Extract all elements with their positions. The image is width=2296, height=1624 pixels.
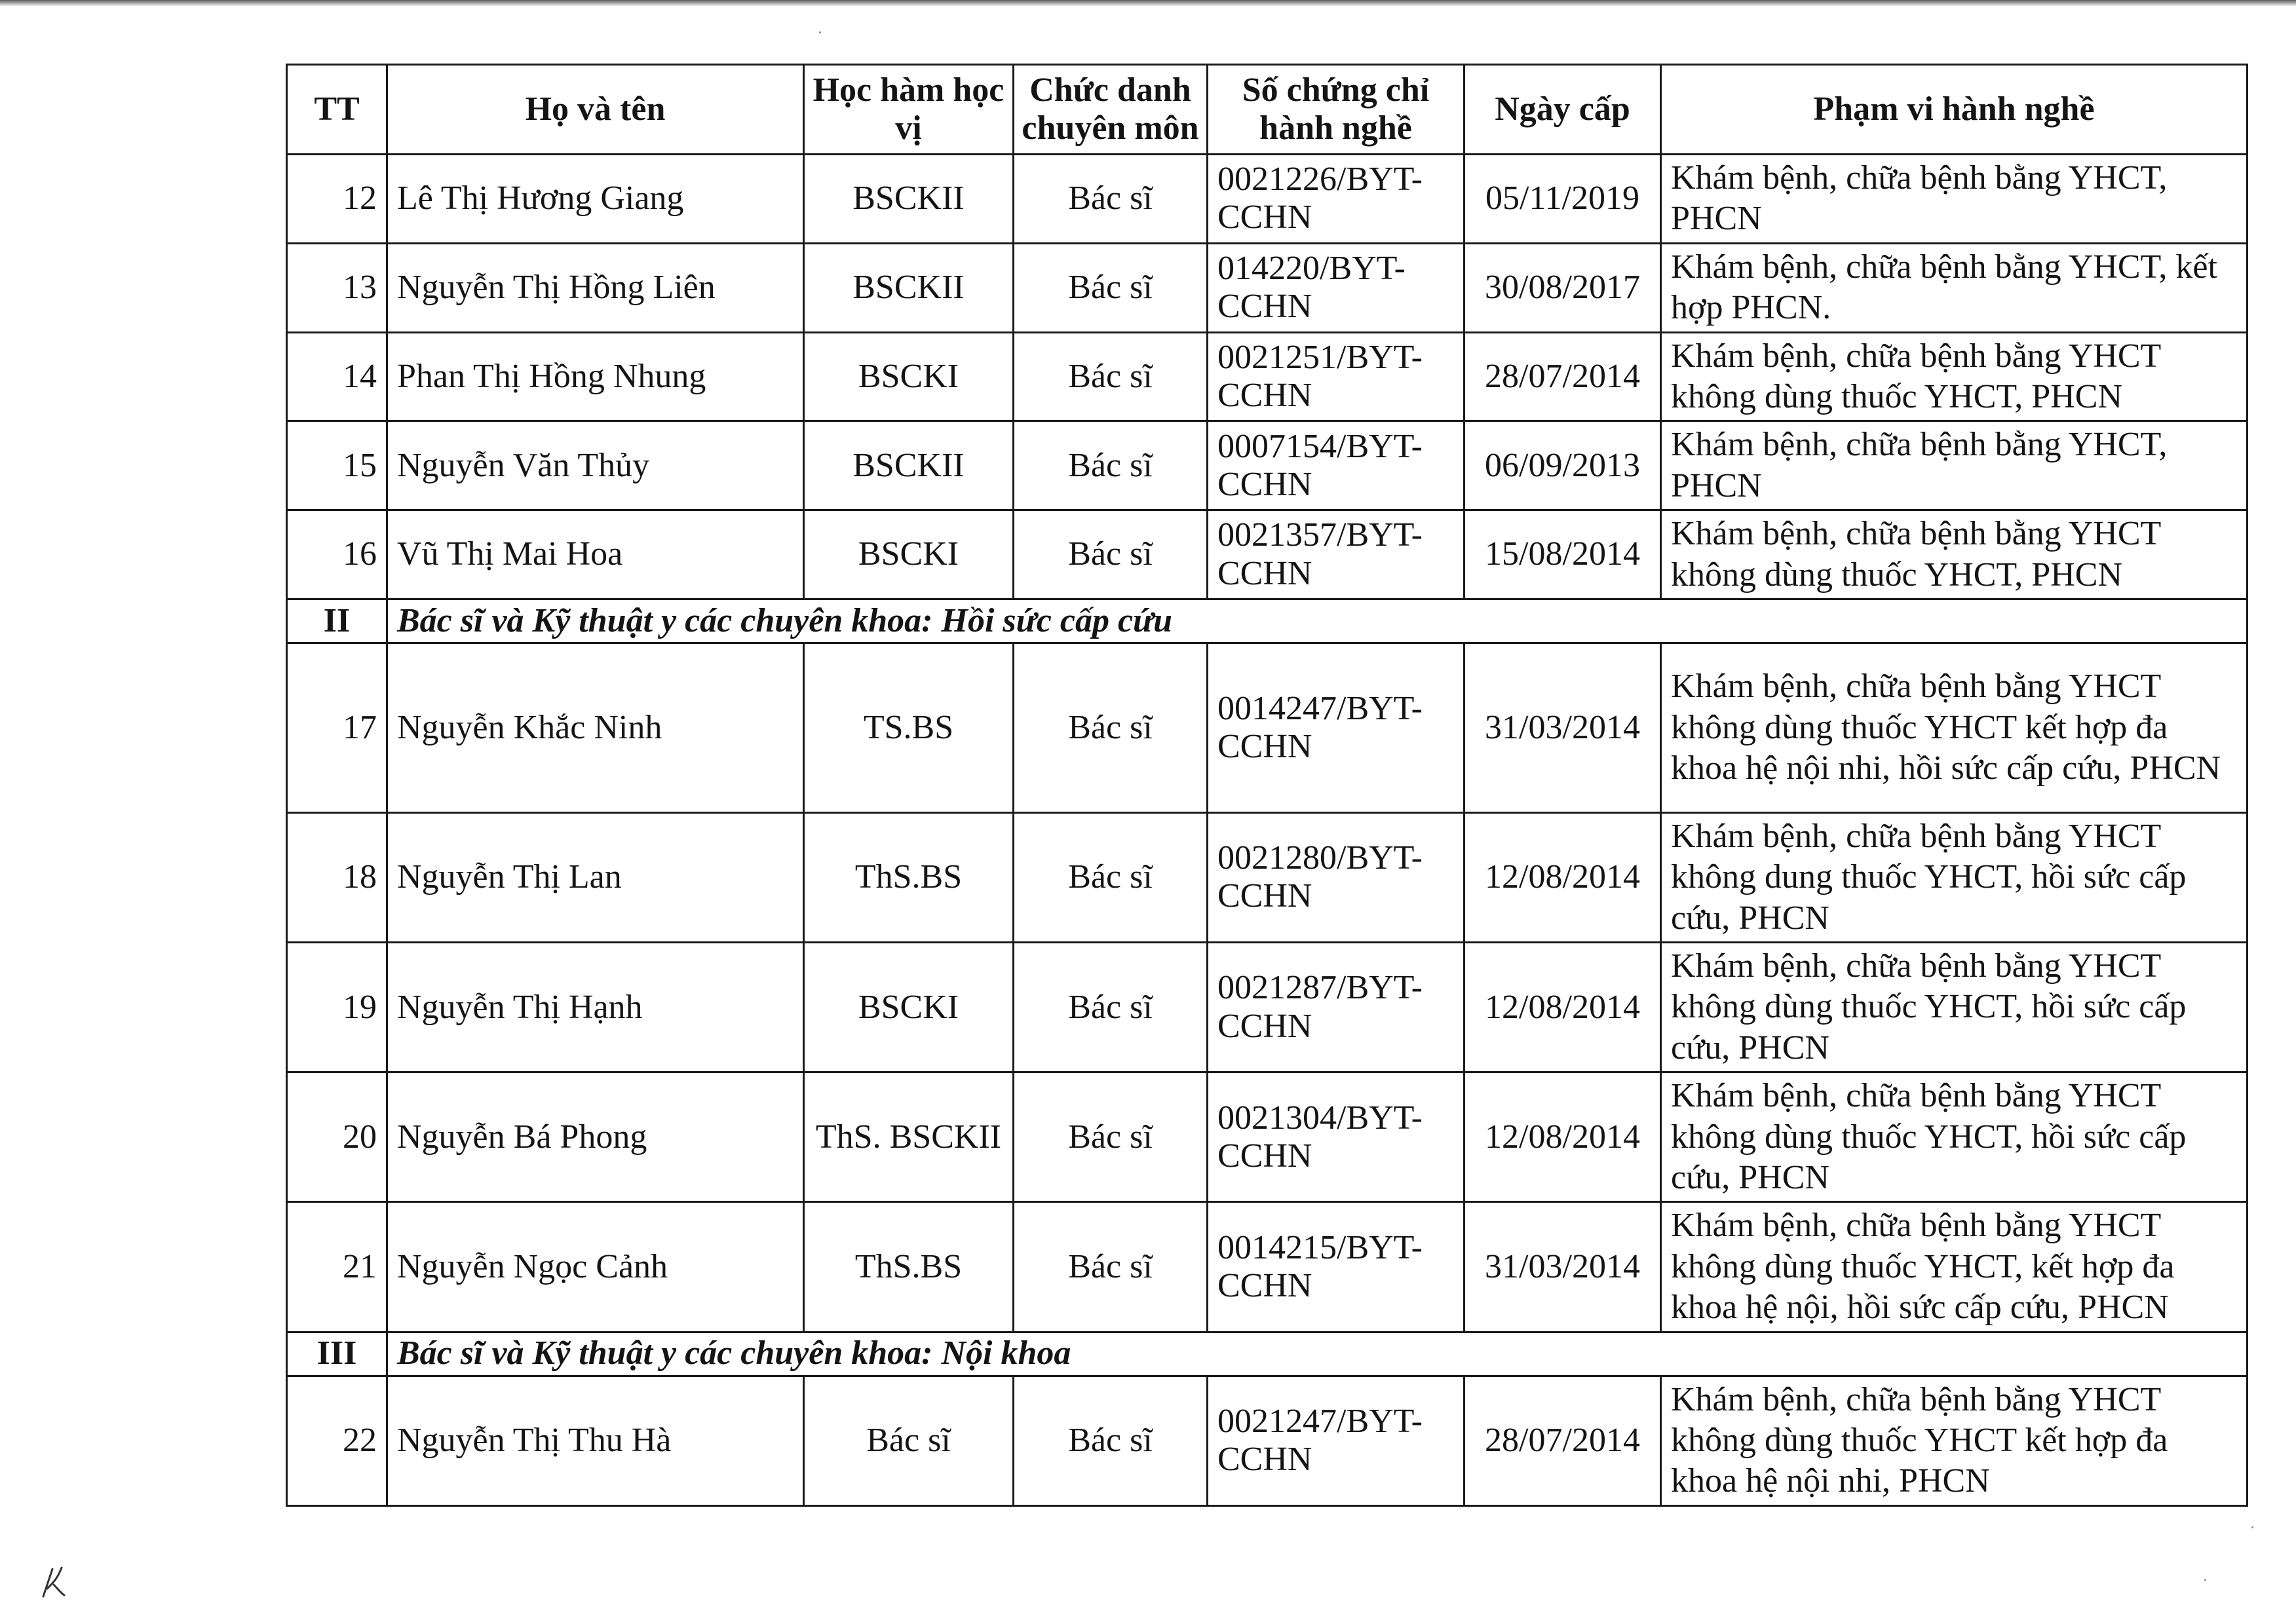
table-row [287,1202,2248,1332]
practice-scope: Khám bệnh, chữa bệnh bằng YHCT không dùng thuốc YHCT kết hợp đa khoa hệ nội nhi, hồi sức cấp cứu, PHCN [1661,643,2248,812]
practitioner-name: Vũ Thị Mai Hoa [387,510,804,599]
practice-scope: Khám bệnh, chữa bệnh bằng YHCT không dùng thuốc YHCT, PHCN [1661,510,2248,599]
academic-degree: BSCKI [804,332,1014,421]
professional-title: Bác sĩ [1014,643,1208,812]
certificate-number: 0021280/BYT-CCHN [1208,812,1464,942]
certificate-number: 0021357/BYT-CCHN [1208,510,1464,599]
issue-date: 28/07/2014 [1464,332,1661,421]
section-number: II [287,599,387,643]
row-number: 20 [287,1072,387,1202]
row-number: 21 [287,1202,387,1332]
issue-date: 12/08/2014 [1464,943,1661,1072]
practitioner-name: Nguyễn Khắc Ninh [387,643,804,812]
issue-date: 28/07/2014 [1464,1376,1661,1505]
academic-degree: BSCKII [804,155,1014,244]
professional-title: Bác sĩ [1014,243,1208,332]
header-degree: Học hàm học vị [804,65,1014,155]
issue-date: 12/08/2014 [1464,1072,1661,1202]
practitioner-name: Nguyễn Văn Thủy [387,421,804,510]
issue-date: 06/09/2013 [1464,421,1661,510]
handwritten-initial-mark [38,1562,71,1602]
table-row [287,243,2248,332]
section-header-row [287,1332,2248,1376]
practice-scope: Khám bệnh, chữa bệnh bằng YHCT, PHCN [1661,421,2248,510]
academic-degree: ThS.BS [804,812,1014,942]
professional-title: Bác sĩ [1014,510,1208,599]
professional-title: Bác sĩ [1014,1376,1208,1505]
header-scope: Phạm vi hành nghề [1661,65,2248,155]
certificate-number: 0021247/BYT-CCHN [1208,1376,1464,1505]
header-date: Ngày cấp [1464,65,1661,155]
academic-degree: BSCKI [804,510,1014,599]
table-row [287,812,2248,942]
practice-scope: Khám bệnh, chữa bệnh bằng YHCT, kết hợp PHCN. [1661,243,2248,332]
certificate-number: 0021251/BYT-CCHN [1208,332,1464,421]
header-cert: Số chứng chỉ hành nghề [1208,65,1464,155]
practice-scope: Khám bệnh, chữa bệnh bằng YHCT, PHCN [1661,155,2248,244]
practitioner-table [286,64,2248,1507]
header-title: Chức danh chuyên môn [1014,65,1208,155]
academic-degree: BSCKII [804,243,1014,332]
table-row [287,1072,2248,1202]
row-number: 16 [287,510,387,599]
academic-degree: TS.BS [804,643,1014,812]
certificate-number: 0021226/BYT-CCHN [1208,155,1464,244]
practice-scope: Khám bệnh, chữa bệnh bằng YHCT không dùng thuốc YHCT, PHCN [1661,332,2248,421]
table-row [287,332,2248,421]
row-number: 19 [287,943,387,1072]
practitioner-name: Nguyễn Thị Hồng Liên [387,243,804,332]
practitioner-name: Lê Thị Hương Giang [387,155,804,244]
row-number: 17 [287,643,387,812]
issue-date: 15/08/2014 [1464,510,1661,599]
practitioner-name: Nguyễn Bá Phong [387,1072,804,1202]
table-row [287,1376,2248,1505]
header-row [287,65,2248,155]
professional-title: Bác sĩ [1014,812,1208,942]
header-name: Họ và tên [387,65,804,155]
table-row [287,643,2248,812]
scan-speck [2204,1579,2206,1581]
header-tt: TT [287,65,387,155]
certificate-number: 0007154/BYT-CCHN [1208,421,1464,510]
practitioner-name: Nguyễn Thị Lan [387,812,804,942]
scan-speck [2251,1526,2253,1528]
row-number: 15 [287,421,387,510]
practice-scope: Khám bệnh, chữa bệnh bằng YHCT không dùng thuốc YHCT, hồi sức cấp cứu, PHCN [1661,943,2248,1072]
practice-scope: Khám bệnh, chữa bệnh bằng YHCT không dùng thuốc YHCT kết hợp đa khoa hệ nội nhi, PHCN [1661,1376,2248,1505]
certificate-number: 0021287/BYT-CCHN [1208,943,1464,1072]
practice-scope: Khám bệnh, chữa bệnh bằng YHCT không dung thuốc YHCT, hồi sức cấp cứu, PHCN [1661,812,2248,942]
row-number: 18 [287,812,387,942]
row-number: 22 [287,1376,387,1505]
practitioner-name: Nguyễn Ngọc Cảnh [387,1202,804,1332]
issue-date: 31/03/2014 [1464,1202,1661,1332]
issue-date: 31/03/2014 [1464,643,1661,812]
certificate-number: 0021304/BYT-CCHN [1208,1072,1464,1202]
professional-title: Bác sĩ [1014,332,1208,421]
section-number: III [287,1332,387,1376]
section-title: Bác sĩ và Kỹ thuật y các chuyên khoa: Nội khoa [387,1332,2248,1376]
table-row [287,943,2248,1072]
issue-date: 12/08/2014 [1464,812,1661,942]
certificate-number: 014220/BYT-CCHN [1208,243,1464,332]
row-number: 13 [287,243,387,332]
professional-title: Bác sĩ [1014,1202,1208,1332]
scan-top-edge [0,0,2296,7]
issue-date: 05/11/2019 [1464,155,1661,244]
practitioner-name: Phan Thị Hồng Nhung [387,332,804,421]
certificate-number: 0014215/BYT-CCHN [1208,1202,1464,1332]
issue-date: 30/08/2017 [1464,243,1661,332]
practice-scope: Khám bệnh, chữa bệnh bằng YHCT không dùng thuốc YHCT, hồi sức cấp cứu, PHCN [1661,1072,2248,1202]
section-title: Bác sĩ và Kỹ thuật y các chuyên khoa: Hồi sức cấp cứu [387,599,2248,643]
professional-title: Bác sĩ [1014,155,1208,244]
professional-title: Bác sĩ [1014,943,1208,1072]
academic-degree: Bác sĩ [804,1376,1014,1505]
practice-scope: Khám bệnh, chữa bệnh bằng YHCT không dùng thuốc YHCT, kết hợp đa khoa hệ nội, hồi sức cấp cứu, PHCN [1661,1202,2248,1332]
professional-title: Bác sĩ [1014,421,1208,510]
section-header-row [287,599,2248,643]
certificate-number: 0014247/BYT-CCHN [1208,643,1464,812]
practitioner-name: Nguyễn Thị Thu Hà [387,1376,804,1505]
practitioner-name: Nguyễn Thị Hạnh [387,943,804,1072]
table-row [287,510,2248,599]
professional-title: Bác sĩ [1014,1072,1208,1202]
academic-degree: BSCKII [804,421,1014,510]
row-number: 12 [287,155,387,244]
scan-speck [819,31,821,33]
academic-degree: ThS. BSCKII [804,1072,1014,1202]
academic-degree: ThS.BS [804,1202,1014,1332]
academic-degree: BSCKI [804,943,1014,1072]
table-row [287,155,2248,244]
table-row [287,421,2248,510]
row-number: 14 [287,332,387,421]
